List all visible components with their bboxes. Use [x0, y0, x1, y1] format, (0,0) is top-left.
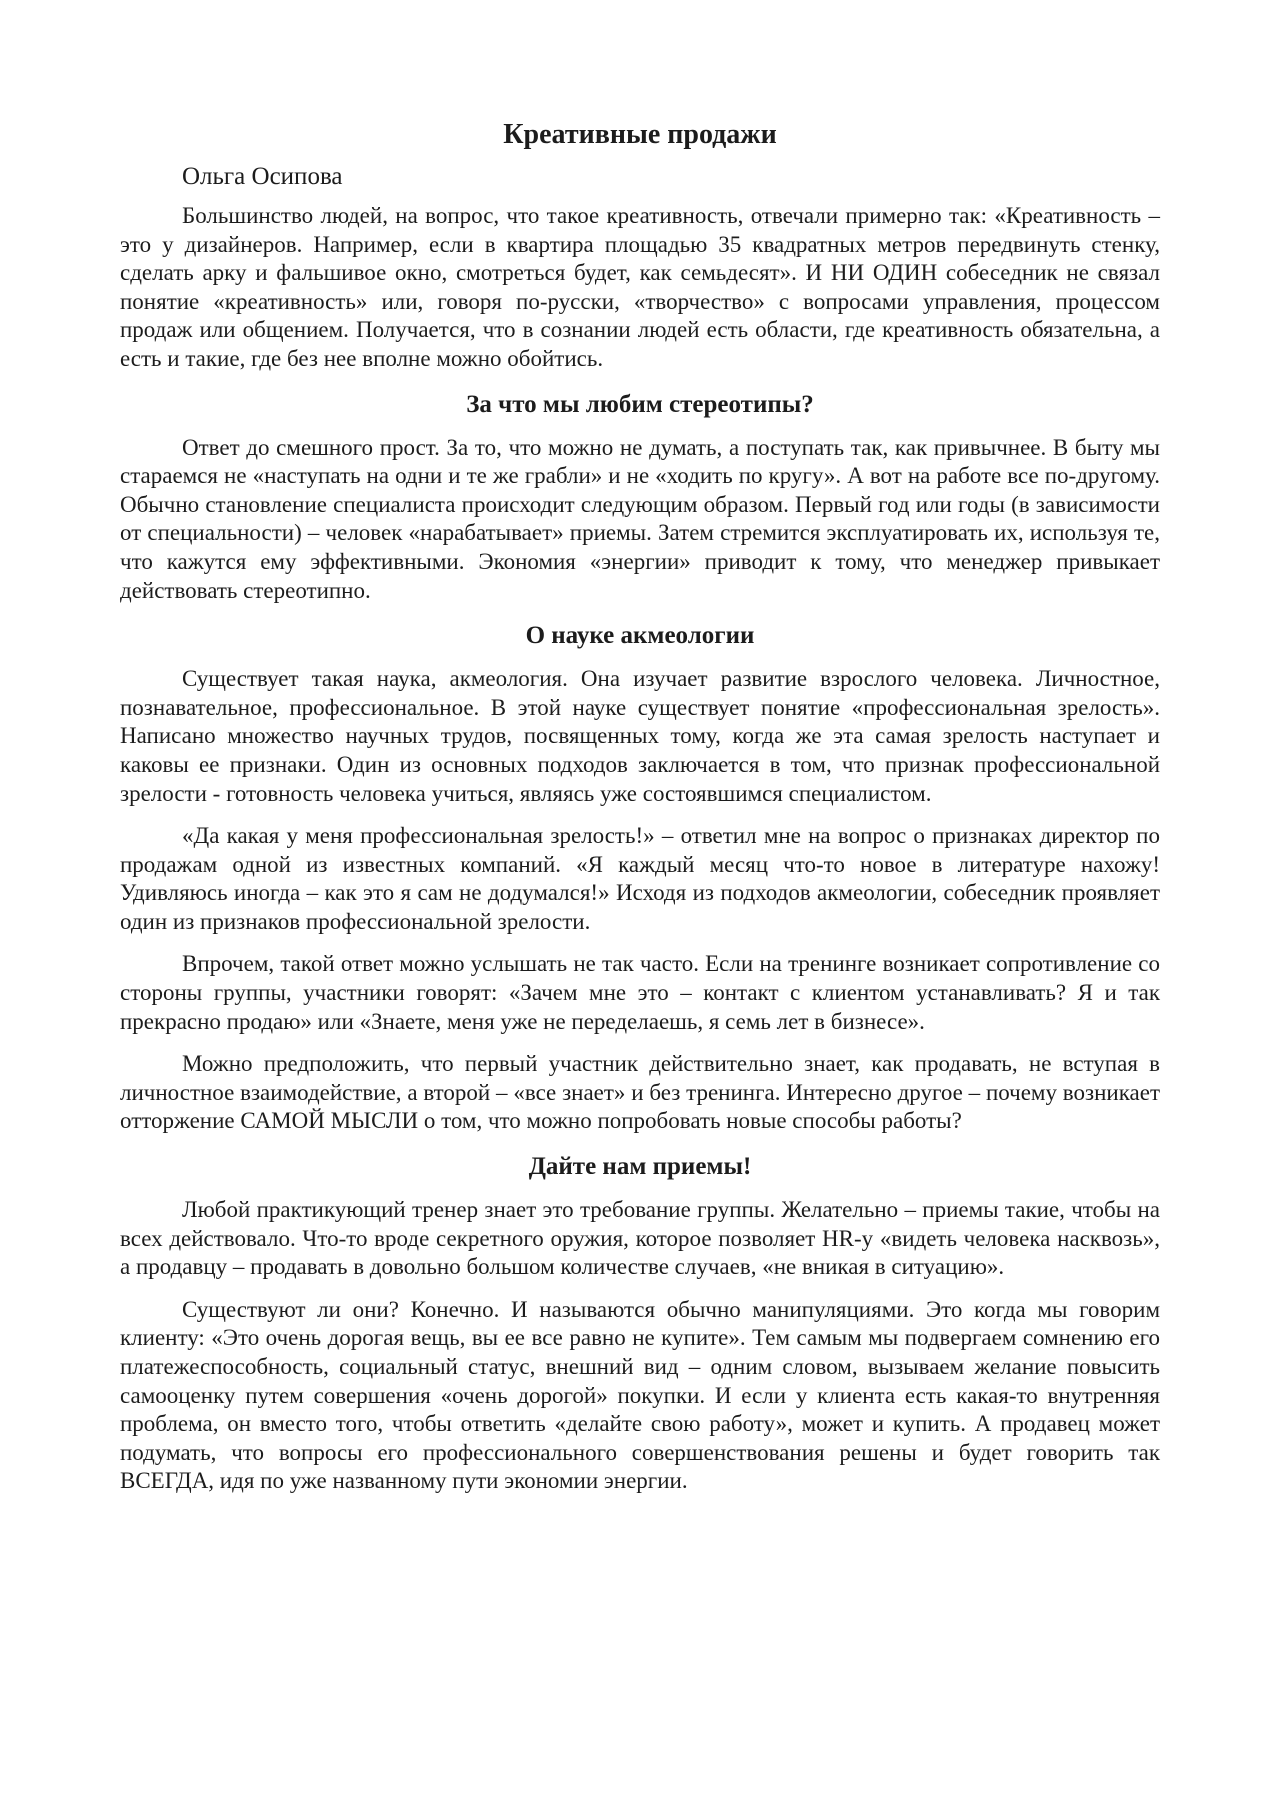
paragraph: Существуют ли они? Конечно. И называются обычно манипуляциями. Это когда мы говорим клиенту: «Это очень дорогая вещь, вы ее все равно не купите». Тем самым мы подвергаем сомнению его платежеспособность, социальный статус, внешний вид – одним словом, вызываем желание повысить самооценку путем совершения «очень дорогой» покупки. И если у клиента есть какая-то внутренняя проблема, он вместо того, чтобы ответить «делайте свою работу», может и купить. А продавец может подумать, что вопросы его профессионального совершенствования решены и будет говорить так ВСЕГДА, идя по уже названному пути экономии энергии. [120, 1296, 1160, 1494]
paragraph: «Да какая у меня профессиональная зрелость!» – ответил мне на вопрос о признаках директор по продажам одной из известных компаний. «Я каждый месяц что-то новое в литературе нахожу! Удивляюсь иногда – как это я сам не додумался!» Исходя из подходов акмеологии, собеседник проявляет один из признаков профессиональной зрелости. [120, 823, 1160, 934]
section-heading-stereotypes: За что мы любим стереотипы? [466, 390, 814, 418]
intro-paragraph: Большинство людей, на вопрос, что такое креативность, отвечали примерно так: «Креативность – это у дизайнеров. Например, если в квартира площадью 35 квадратных метров передвинуть стенку, сделать арку и фальшивое окно, смотреться будет, как семьдесят». И НИ ОДИН собеседник не связал понятие «креативность» или, говоря по-русски, «творчество» с вопросами управления, процессом продаж или общением. Получается, что в сознании людей есть области, где креативность обязательна, а есть и такие, где без нее вполне можно обойтись. [120, 203, 1160, 371]
section-heading-techniques: Дайте нам приемы! [528, 1153, 752, 1181]
author-name: Ольга Осипова [182, 163, 343, 190]
paragraph: Любой практикующий тренер знает это требование группы. Желательно – приемы такие, чтобы на всех действовало. Что-то вроде секретного оружия, которое позволяет HR-у «видеть человека насквозь», а продавцу – продавать в довольно большом количестве случаев, «не вникая в ситуацию». [120, 1197, 1160, 1280]
section-heading-acmeology: О науке акмеологии [525, 622, 755, 650]
paragraph: Существует такая наука, акмеология. Она изучает развитие взрослого человека. Личностное, познавательное, профессиональное. В этой науке существует понятие «профессиональная зрелость». Написано множество научных трудов, посвященных тому, когда же эта самая зрелость наступает и каковы ее признаки. Один из основных подходов заключается в том, что признак профессиональной зрелости - готовность человека учиться, являясь уже состоявшимся специалистом. [120, 666, 1160, 806]
document-page [120, 118, 1160, 1510]
document-title: Креативные продажи [503, 119, 777, 150]
paragraph: Ответ до смешного прост. За то, что можно не думать, а поступать так, как привычнее. В быту мы стараемся не «наступать на одни и те же грабли» и не «ходить по кругу». А вот на работе все по-другому. Обычно становление специалиста происходит следующим образом. Первый год или годы (в зависимости от специальности) – человек «нарабатывает» приемы. Затем стремится эксплуатировать их, используя те, что кажутся ему эффективными. Экономия «энергии» приводит к тому, что менеджер привыкает действовать стереотипно. [120, 434, 1160, 603]
paragraph: Можно предположить, что первый участник действительно знает, как продавать, не вступая в личностное взаимодействие, а второй – «все знает» и без тренинга. Интересно другое – почему возникает отторжение САМОЙ МЫСЛИ о том, что можно попробовать новые способы работы? [120, 1051, 1160, 1134]
paragraph: Впрочем, такой ответ можно услышать не так часто. Если на тренинге возникает сопротивление со стороны группы, участники говорят: «Зачем мне это – контакт с клиентом устанавливать? Я и так прекрасно продаю» или «Знаете, меня уже не переделаешь, я семь лет в бизнесе». [120, 951, 1160, 1034]
